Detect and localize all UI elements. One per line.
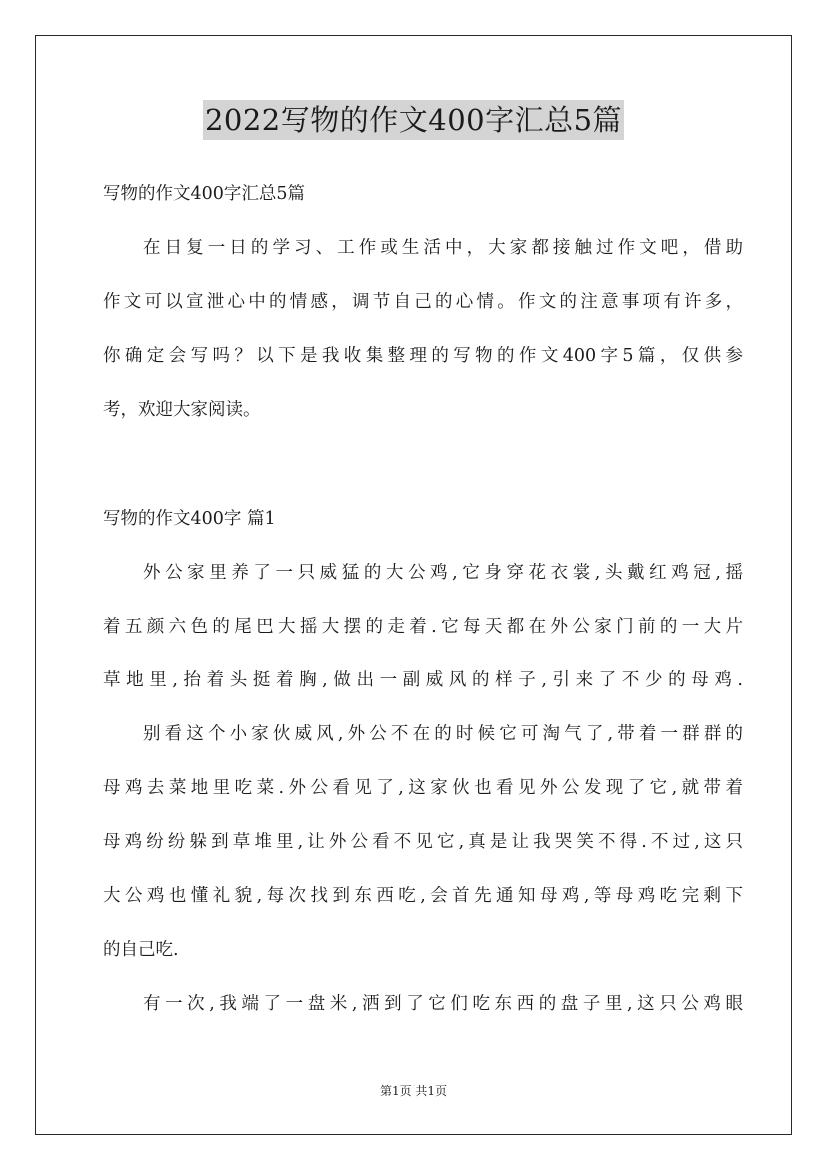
- paragraph-line: 大公鸡也懂礼貌,每次找到东西吃,会首先通知母鸡,等母鸡吃完剩下: [103, 886, 743, 906]
- paragraph-line: 的自己吃.: [103, 940, 179, 960]
- intro-line: 考，欢迎大家阅读。: [103, 400, 261, 420]
- paragraph-line: 母鸡去菜地里吃菜.外公看见了,这家伙也看见外公发现了它,就带着: [103, 778, 743, 798]
- section-heading: 写物的作文400字 篇1: [103, 509, 276, 529]
- paragraph-line: 草地里,抬着头挺着胸,做出一副威风的样子,引来了不少的母鸡.: [103, 670, 743, 690]
- paragraph-line: 着五颜六色的尾巴大摇大摆的走着.它每天都在外公家门前的一大片: [103, 617, 743, 637]
- intro-line: 在日复一日的学习、工作或生活中，大家都接触过作文吧，借助: [143, 238, 743, 258]
- intro-line: 你确定会写吗？以下是我收集整理的写物的作文400字5篇，仅供参: [103, 346, 743, 366]
- document-title: [0, 100, 827, 140]
- document-subtitle: 写物的作文400字汇总5篇: [103, 184, 306, 204]
- paragraph-line: 母鸡纷纷躲到草堆里,让外公看不见它,真是让我哭笑不得.不过,这只: [103, 832, 743, 852]
- paragraph-line: 外公家里养了一只威猛的大公鸡,它身穿花衣裳,头戴红鸡冠,摇: [143, 563, 743, 583]
- paragraph-line: 有一次,我端了一盘米,洒到了它们吃东西的盘子里,这只公鸡眼: [143, 994, 743, 1014]
- document-title-text: 2022写物的作文400字汇总5篇: [203, 100, 624, 140]
- paragraph-line: 别看这个小家伙威风,外公不在的时候它可淘气了,带着一群群的: [143, 724, 743, 744]
- intro-line: 作文可以宣泄心中的情感，调节自己的心情。作文的注意事项有许多，: [103, 292, 743, 312]
- page-number: 第1页 共1页: [379, 1084, 448, 1098]
